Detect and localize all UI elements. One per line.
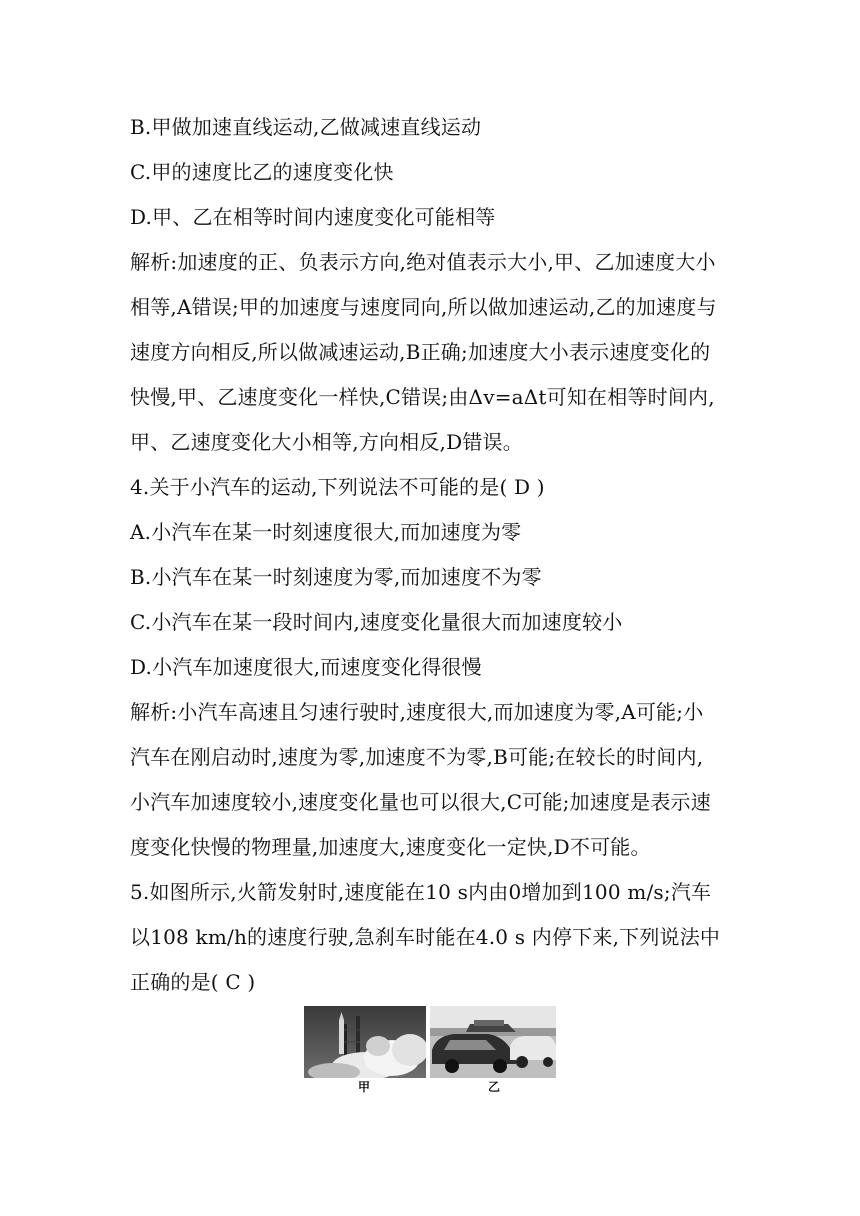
analysis-q3-line-1: 解析:加速度的正、负表示方向,绝对值表示大小,甲、乙加速度大小 [130,250,716,274]
rocket-launch-image [304,1006,426,1078]
question-4: 4.关于小汽车的运动,下列说法不可能的是( D ) [130,475,545,499]
option-b-q4: B.小汽车在某一时刻速度为零,而加速度不为零 [130,565,542,589]
analysis-q3-line-4: 快慢,甲、乙速度变化一样快,C错误;由Δv=aΔt可知在相等时间内, [130,385,715,409]
analysis-q3-line-5: 甲、乙速度变化大小相等,方向相反,D错误。 [130,430,523,454]
figure-caption-jia: 甲 [358,1080,371,1094]
analysis-q4-line-1: 解析:小汽车高速且匀速行驶时,速度很大,而加速度为零,A可能;小 [130,700,704,724]
option-a-q4: A.小汽车在某一时刻速度很大,而加速度为零 [130,520,522,544]
analysis-q3-line-3: 速度方向相反,所以做减速运动,B正确;加速度大小表示速度变化的 [130,340,711,364]
car-braking-image [430,1006,556,1078]
option-d-q4: D.小汽车加速度很大,而速度变化得很慢 [130,655,482,679]
question-5-line-3: 正确的是( C ) [130,970,256,994]
analysis-q4-line-2: 汽车在刚启动时,速度为零,加速度不为零,B可能;在较长的时间内, [130,745,704,769]
analysis-q4-line-4: 度变化快慢的物理量,加速度大,速度变化一定快,D不可能。 [130,835,651,859]
question-5-line-2: 以108 km/h的速度行驶,急刹车时能在4.0 s 内停下来,下列说法中 [130,925,721,949]
question-5-line-1: 5.如图所示,火箭发射时,速度能在10 s内由0增加到100 m/s;汽车 [130,880,712,904]
rocket-car-figure [304,1006,556,1096]
option-c-q3: C.甲的速度比乙的速度变化快 [130,160,394,184]
option-c-q4: C.小汽车在某一段时间内,速度变化量很大而加速度较小 [130,610,623,634]
option-b-q3: B.甲做加速直线运动,乙做减速直线运动 [130,115,482,139]
figure-caption-yi: 乙 [488,1080,501,1094]
analysis-q3-line-2: 相等,A错误;甲的加速度与速度同向,所以做加速运动,乙的加速度与 [130,295,717,319]
option-d-q3: D.甲、乙在相等时间内速度变化可能相等 [130,205,496,229]
analysis-q4-line-3: 小汽车加速度较小,速度变化量也可以很大,C可能;加速度是表示速 [130,790,711,814]
